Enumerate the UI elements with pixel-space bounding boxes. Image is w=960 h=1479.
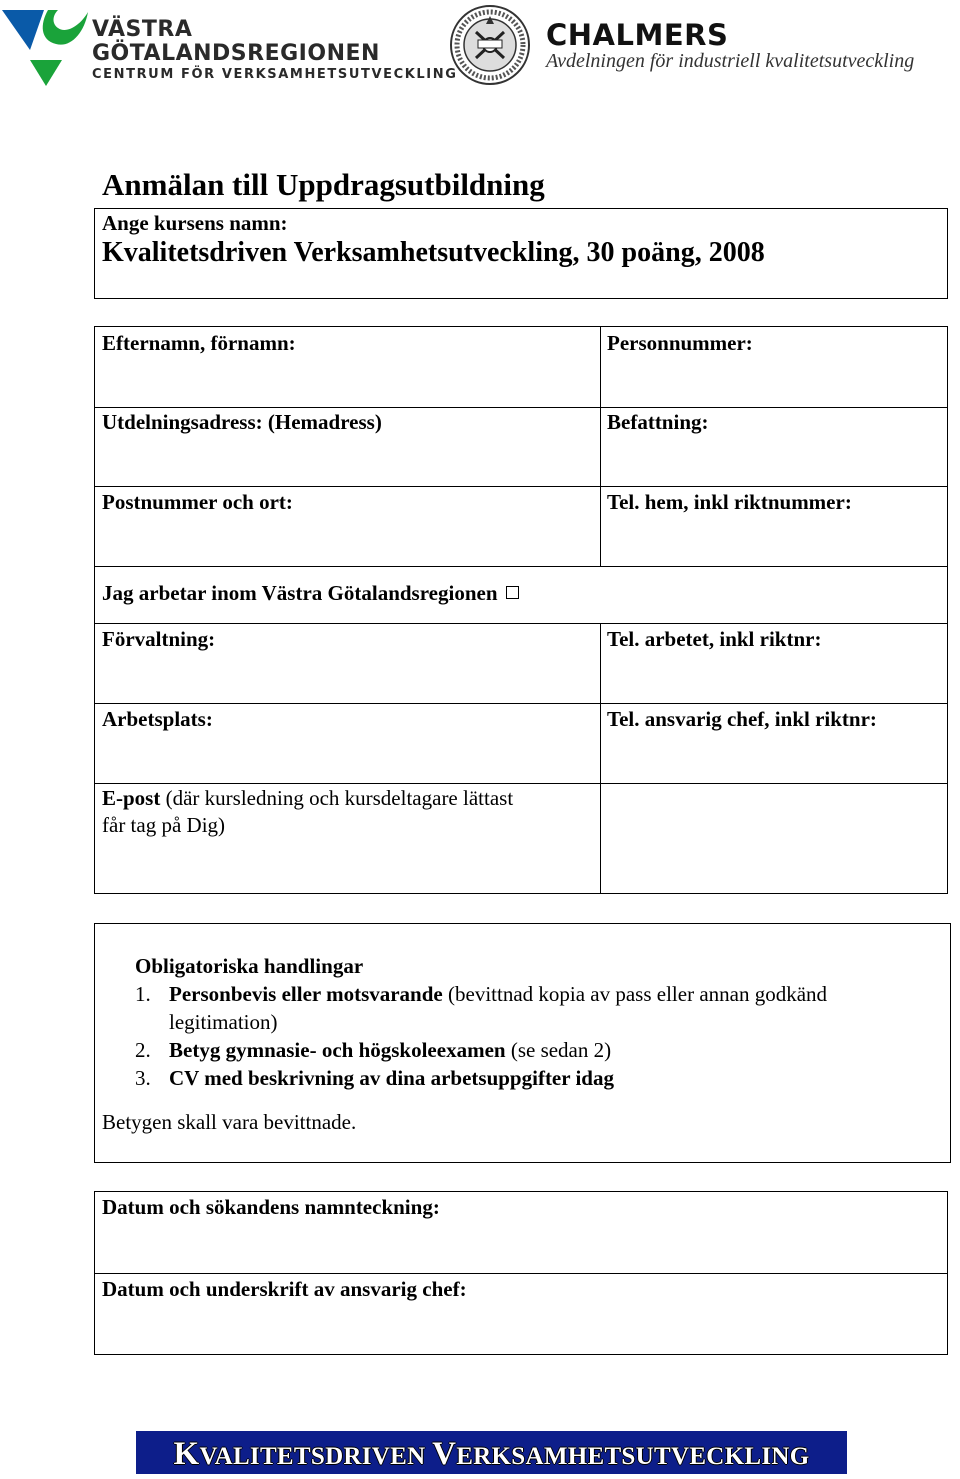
manager-signature-label: Datum och underskrift av ansvarig chef: (102, 1277, 467, 1301)
list-item-rest: (bevittnad kopia av pass eller annan godkänd (442, 982, 828, 1006)
chalmers-seal-icon (446, 4, 534, 86)
address-field[interactable] (95, 407, 600, 486)
list-item-rest: (se sedan 2) (505, 1038, 612, 1062)
course-label: Ange kursens namn: (102, 211, 288, 235)
vgr-employee-checkbox-row (95, 580, 519, 607)
administration-field[interactable] (95, 623, 600, 703)
postal-field[interactable] (95, 486, 600, 566)
vgr-logo-line3: CENTRUM FÖR VERKSAMHETSUTVECKLING (92, 67, 458, 82)
email-label-bold: E-post (102, 786, 161, 810)
list-item-text (169, 1064, 949, 1092)
administration-label: Förvaltning: (102, 627, 216, 651)
name-field[interactable] (95, 327, 600, 407)
position-field[interactable] (600, 407, 947, 486)
list-item-rest-line2: legitimation) (169, 1010, 278, 1034)
email-label-rest-1: (där kursledning och kursdeltagare lättast (160, 786, 514, 810)
signature-table (94, 1191, 948, 1355)
applicant-signature-field[interactable] (95, 1192, 947, 1273)
manager-signature-field[interactable] (95, 1273, 947, 1354)
course-box (94, 208, 948, 299)
list-item-bold: Personbevis eller motsvarande (169, 982, 443, 1006)
workplace-label: Arbetsplats: (102, 707, 213, 731)
list-item-text (169, 1036, 949, 1064)
vgr-logo-line1: VÄSTRA (92, 17, 193, 42)
work-phone-label: Tel. arbetet, inkl riktnr: (607, 627, 822, 651)
list-item-number: 2. (135, 1038, 151, 1062)
email-field[interactable] (600, 783, 947, 893)
list-item-number: 1. (135, 982, 151, 1006)
vgr-employee-checkbox-label: Jag arbetar inom Västra Götalandsregionen (102, 581, 498, 605)
vgr-logo-icon (0, 4, 96, 88)
footer-banner-text: KVALITETSDRIVEN VERKSAMHETSUTVECKLING (173, 1436, 810, 1472)
email-label-rest-2: får tag på Dig) (102, 813, 226, 837)
chalmers-name: CHALMERS (546, 18, 729, 52)
address-label: Utdelningsadress: (Hemadress) (102, 410, 382, 434)
chalmers-department: Avdelningen för industriell kvalitetsutveckling (546, 50, 915, 72)
vgr-employee-checkbox[interactable] (506, 586, 519, 599)
manager-phone-field[interactable] (600, 703, 947, 783)
postal-label: Postnummer och ort: (102, 490, 293, 514)
home-phone-field[interactable] (600, 486, 947, 566)
footer-banner (136, 1431, 847, 1474)
name-field-label: Efternamn, förnamn: (102, 331, 296, 355)
form-title: Anmälan till Uppdragsutbildning (102, 167, 545, 202)
documents-note: Betygen skall vara bevittnade. (102, 1110, 357, 1134)
list-item-text (169, 980, 949, 1036)
personal-info-table (94, 326, 948, 894)
home-phone-label: Tel. hem, inkl riktnummer: (607, 490, 852, 514)
work-phone-field[interactable] (600, 623, 947, 703)
personal-number-label: Personnummer: (607, 331, 753, 355)
list-item (135, 1064, 151, 1092)
personal-number-field[interactable] (600, 327, 947, 407)
applicant-signature-label: Datum och sökandens namnteckning: (102, 1195, 440, 1219)
list-item (135, 1036, 151, 1064)
list-item-number: 3. (135, 1066, 151, 1090)
mandatory-documents-box (94, 923, 951, 1163)
documents-heading: Obligatoriska handlingar (135, 954, 364, 978)
vgr-logo-text (92, 18, 458, 84)
workplace-field[interactable] (95, 703, 600, 783)
position-label: Befattning: (607, 410, 709, 434)
course-name: Kvalitetsdriven Verksamhetsutveckling, 30 poäng, 2008 (102, 237, 765, 268)
manager-phone-label: Tel. ansvarig chef, inkl riktnr: (607, 707, 877, 731)
list-item-bold: CV med beskrivning av dina arbetsuppgifter idag (169, 1066, 614, 1090)
email-label (95, 785, 595, 839)
vgr-logo-line2: GÖTALANDSREGIONEN (92, 41, 380, 66)
list-item-bold: Betyg gymnasie- och högskoleexamen (169, 1038, 506, 1062)
